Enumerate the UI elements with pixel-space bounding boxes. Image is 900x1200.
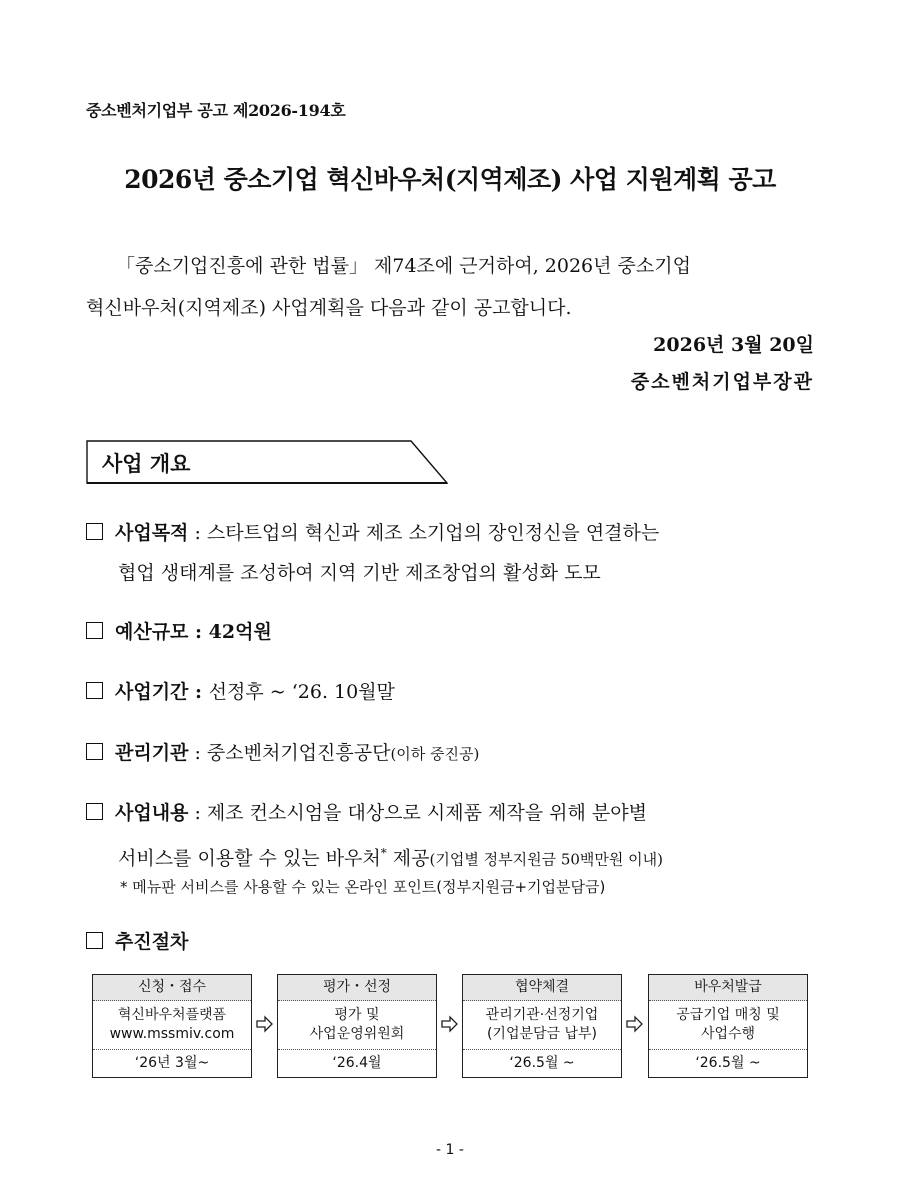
checkbox-icon <box>86 523 103 540</box>
arrow-right-icon <box>441 1015 459 1033</box>
item-value: : 42억원 <box>188 621 272 643</box>
flow-step-desc: 관리기관·선정기업 <box>485 1007 599 1023</box>
item-text: 스타트업의 혁신과 제조 소기업의 장인정신을 연결하는 <box>206 522 660 544</box>
flow-step-desc: 공급기업 매칭 및 <box>676 1007 780 1023</box>
flow-step-title: 신청・접수 <box>93 975 251 1001</box>
intro-line-2: 혁신바우처(지역제조) 사업계획을 다음과 같이 공고합니다. <box>86 297 572 319</box>
item-text: 협업 생태계를 조성하여 지역 기반 제조창업의 활성화 도모 <box>118 562 601 584</box>
section-title: 사업 개요 <box>102 452 191 476</box>
flow-step-2 <box>277 974 437 1078</box>
item-content <box>86 793 818 879</box>
checkbox-icon <box>86 932 103 949</box>
flow-step-date: ‘26년 3월~ <box>134 1055 210 1071</box>
footnote-mark: * <box>380 846 387 860</box>
flow-step-1 <box>92 974 252 1078</box>
item-note: (기업별 정부지원금 50백만원 이내) <box>429 850 663 869</box>
item-procedure <box>86 922 818 962</box>
flow-step-3 <box>462 974 622 1078</box>
item-label: 관리기관 <box>115 742 189 764</box>
item-label: 사업목적 <box>115 522 189 544</box>
checkbox-icon <box>86 743 103 760</box>
item-purpose <box>86 513 818 593</box>
flow-step-date: ‘26.4월 <box>332 1055 382 1071</box>
flow-step-title: 평가・선정 <box>278 975 436 1001</box>
item-label: 사업기간 <box>115 681 189 703</box>
flow-step-desc: 사업수행 <box>700 1026 756 1042</box>
item-budget <box>86 612 818 652</box>
footnote: * 메뉴판 서비스를 사용할 수 있는 온라인 포인트(정부지원금+기업분담금) <box>120 878 606 896</box>
item-label: 예산규모 <box>115 621 189 643</box>
item-text: 제조 컨소시엄을 대상으로 시제품 제작을 위해 분야별 <box>206 802 647 824</box>
checkbox-icon <box>86 682 103 699</box>
flow-step-desc: 혁신바우처플랫폼 <box>117 1007 227 1023</box>
flow-step-date: ‘26.5월 ~ <box>695 1055 761 1071</box>
item-label: 추진절차 <box>115 931 189 953</box>
notice-date: 2026년 3월 20일 <box>653 334 814 356</box>
item-note: (이하 중진공) <box>390 745 480 763</box>
item-value: 중소벤처기업진흥공단 <box>206 742 391 764</box>
flow-step-desc: 평가 및 <box>334 1007 380 1023</box>
item-value: 선정후 ~ ‘26. 10월말 <box>208 681 395 703</box>
checkbox-icon <box>86 803 103 820</box>
item-agency <box>86 733 818 774</box>
intro-line-1: 「중소기업진흥에 관한 법률」 제74조에 근거하여, 2026년 중소기업 <box>116 255 691 277</box>
page-number: - 1 - <box>436 1142 464 1158</box>
separator: : <box>188 802 207 824</box>
item-period <box>86 672 818 712</box>
flow-step-4 <box>648 974 808 1078</box>
flow-step-date: ‘26.5월 ~ <box>509 1055 575 1071</box>
item-text: 제공 <box>386 847 430 870</box>
section-header <box>86 440 448 484</box>
flow-step-title: 바우처발급 <box>649 975 807 1001</box>
flow-step-title: 협약체결 <box>463 975 621 1001</box>
arrow-right-icon <box>626 1015 644 1033</box>
notice-number: 중소벤처기업부 공고 제2026-194호 <box>86 101 346 120</box>
flow-step-desc: www.mssmiv.com <box>109 1026 235 1042</box>
item-label: 사업내용 <box>115 802 189 824</box>
arrow-right-icon <box>256 1015 274 1033</box>
intro-paragraph <box>86 245 816 329</box>
issuer-name: 중소벤처기업부장관 <box>630 371 814 393</box>
item-text: 서비스를 이용할 수 있는 바우처 <box>118 847 381 870</box>
separator: : <box>188 742 207 764</box>
flow-step-desc: 사업운영위원회 <box>309 1026 405 1042</box>
separator: : <box>188 681 209 703</box>
flow-step-desc: (기업분담금 납부) <box>486 1026 598 1042</box>
separator: : <box>188 522 207 544</box>
checkbox-icon <box>86 622 103 639</box>
document-title: 2026년 중소기업 혁신바우처(지역제조) 사업 지원계획 공고 <box>124 165 776 194</box>
